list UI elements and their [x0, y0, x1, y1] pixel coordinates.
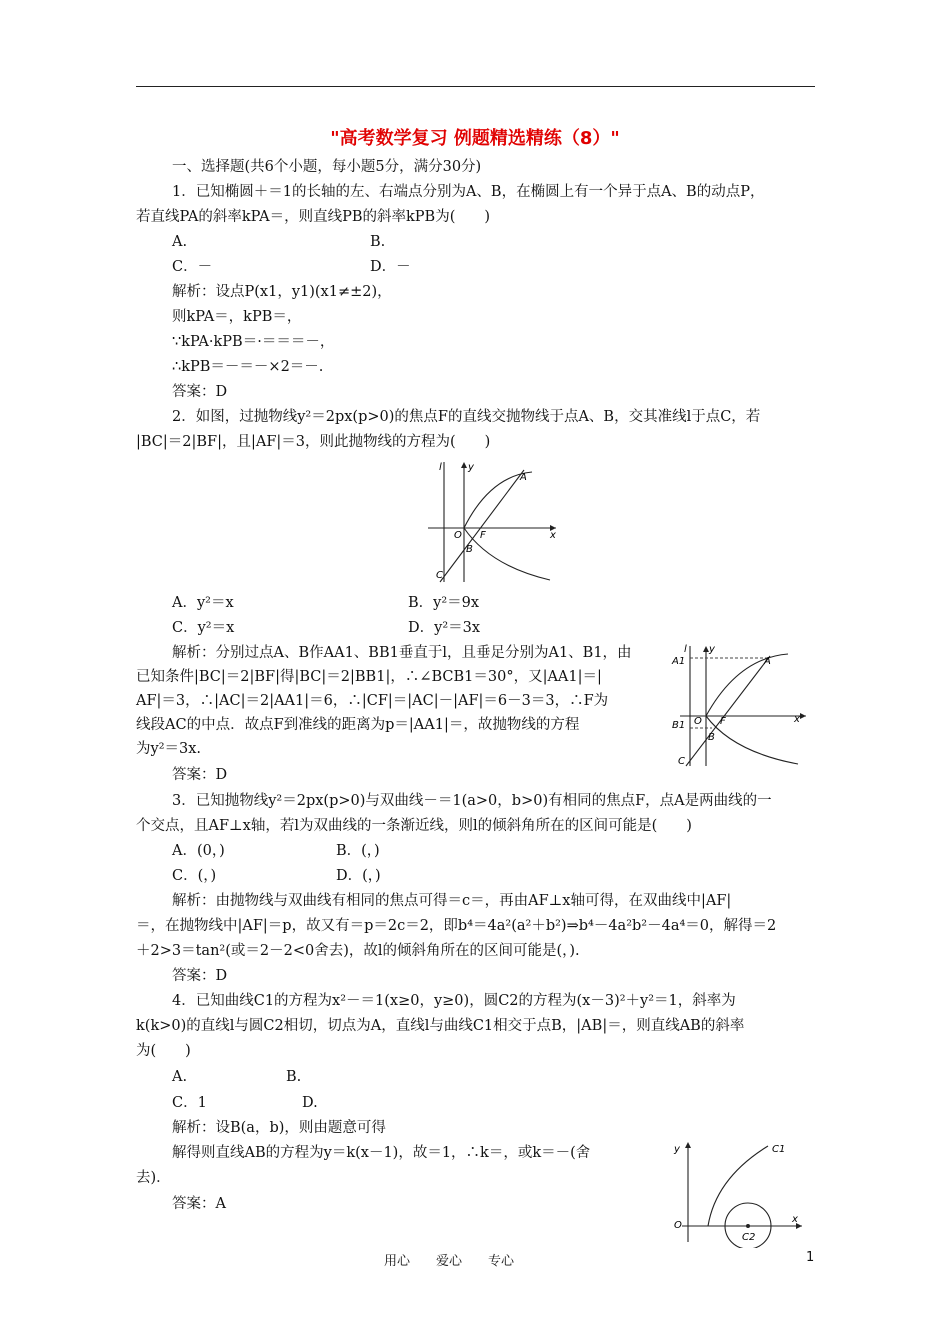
q1-option-d: D．－ — [370, 259, 411, 275]
label-b: B — [466, 544, 473, 555]
q4-solution-line1: 解析：设B(a，b)，则由题意可得 — [172, 1120, 386, 1136]
label-b: B — [708, 732, 715, 743]
q3-option-c: C．(，) — [172, 868, 217, 884]
curve-circle-figure — [668, 1138, 808, 1248]
q4-stem-line1: 4．已知曲线C1的方程为x²－＝1(x≥0，y≥0)，圆C2的方程为(x－3)²＋y²＝1，斜率为 — [172, 993, 736, 1009]
parabola-curve — [706, 654, 798, 764]
section-heading: 一、选择题(共6个小题，每小题5分，满分30分) — [172, 159, 482, 175]
q2-option-c: C．y²＝x — [172, 620, 235, 636]
q4-option-b: B. — [286, 1069, 302, 1085]
q1-option-a: A. — [172, 234, 188, 250]
label-c2: C2 — [742, 1232, 756, 1243]
label-x: x — [792, 1214, 798, 1225]
label-o: O — [694, 716, 702, 727]
label-l: l — [684, 644, 687, 655]
q3-option-a: A．(0，) — [172, 843, 225, 859]
label-a1: A1 — [672, 656, 686, 667]
label-l: l — [439, 462, 442, 473]
q2-solution-line1: 解析：分别过点A、B作AA1、BB1垂直于l，且垂足分别为A1、B1，由 — [172, 645, 632, 661]
footer-motto: 用心 爱心 专心 — [384, 1254, 515, 1269]
q2-solution-line2: 已知条件|BC|＝2|BF|得|BC|＝2|BB1|，∴∠BCB1＝30°，又|AA1|＝| — [136, 669, 602, 685]
label-o: O — [674, 1220, 682, 1231]
q2-stem-line2: |BC|＝2|BF|，且|AF|＝3，则此抛物线的方程为( ) — [136, 434, 491, 450]
label-f: F — [480, 530, 486, 541]
q2-solution-line5: 为y²＝3x. — [136, 741, 202, 757]
label-c: C — [678, 756, 685, 767]
q1-solution-line3: ∵kPA·kPB＝·＝＝＝－， — [172, 334, 335, 350]
circle-center-dot — [746, 1224, 750, 1228]
q4-solution-line3: 去)． — [136, 1170, 171, 1186]
q4-stem-line2: k(k>0)的直线l与圆C2相切，切点为A，直线l与曲线C1相交于点B，|AB|＝，则直线AB的斜率 — [136, 1018, 745, 1034]
q4-solution-line2: 解得则直线AB的方程为y＝k(x－1)，故＝1，∴k＝，或k＝－(舍 — [172, 1145, 591, 1161]
parabola-curve — [464, 472, 550, 580]
q2-solution-line4: 线段AC的中点．故点F到准线的距离为p＝|AA1|＝，故抛物线的方程 — [136, 717, 580, 733]
q1-option-c: C．－ — [172, 259, 213, 275]
label-y: y — [674, 1144, 680, 1155]
q2-option-d: D．y²＝3x — [408, 620, 481, 636]
label-x: x — [794, 714, 800, 725]
q1-solution-line2: 则kPA＝，kPB＝， — [172, 309, 302, 325]
label-c1: C1 — [772, 1144, 786, 1155]
q3-solution-line3: ＋2>3＝tan²(或＝2－2<0舍去)，故l的倾斜角所在的区间可能是(，). — [136, 943, 580, 959]
q3-answer: 答案：D — [172, 968, 228, 984]
q3-option-d: D．(，) — [336, 868, 381, 884]
label-y: y — [468, 462, 474, 473]
label-a: A — [520, 472, 527, 483]
focal-chord-line — [686, 656, 770, 766]
label-x: x — [550, 530, 556, 541]
q2-option-b: B．y²＝9x — [408, 595, 480, 611]
q2-stem-line1: 2．如图，过抛物线y²＝2px(p>0)的焦点F的直线交抛物线于点A、B，交其准线l于点C，若 — [172, 409, 761, 425]
q4-option-d: D. — [302, 1095, 318, 1111]
page-number: 1 — [806, 1250, 815, 1265]
q1-solution-line1: 解析：设点P(x1，y1)(x1≠±2)， — [172, 284, 392, 300]
label-a: A — [764, 656, 771, 667]
page-title: "高考数学复习 例题精选精练（8）" — [330, 128, 620, 149]
label-f: F — [720, 716, 726, 727]
q4-stem-line3: 为( ) — [136, 1043, 191, 1059]
q2-answer: 答案：D — [172, 767, 228, 783]
label-y: y — [709, 644, 715, 655]
focal-chord-line — [440, 470, 524, 582]
q3-stem-line1: 3．已知抛物线y²＝2px(p>0)与双曲线－＝1(a>0，b>0)有相同的焦点F，点A是两曲线的一 — [172, 793, 772, 809]
parabola-figure-2 — [668, 640, 808, 768]
q3-option-b: B．(，) — [336, 843, 380, 859]
parabola-figure-1 — [420, 456, 560, 584]
q2-solution-line3: AF|＝3，∴|AC|＝2|AA1|＝6，∴|CF|＝|AC|－|AF|＝6－3＝3，∴F为 — [136, 693, 609, 709]
y-arrow-icon — [685, 1142, 691, 1148]
curve-c1 — [708, 1146, 768, 1226]
label-b1: B1 — [672, 720, 686, 731]
y-arrow-icon — [461, 462, 467, 468]
x-arrow-icon — [800, 713, 806, 719]
q1-answer: 答案：D — [172, 384, 228, 400]
q2-option-a: A．y²＝x — [172, 595, 234, 611]
q3-solution-line2: ＝，在抛物线中|AF|＝p，故又有＝p＝2c＝2，即b⁴＝4a²(a²＋b²)⇒b⁴－4a²b²－4a⁴＝0，解得＝2 — [136, 918, 777, 934]
q1-stem-line2: 若直线PA的斜率kPA＝，则直线PB的斜率kPB为( ) — [136, 209, 491, 225]
q1-option-b: B. — [370, 234, 386, 250]
label-o: O — [454, 530, 462, 541]
header-rule — [136, 86, 815, 87]
q1-solution-line4: ∴kPB＝－＝－×2＝－. — [172, 359, 324, 375]
q4-option-c: C．1 — [172, 1095, 207, 1111]
q4-answer: 答案：A — [172, 1196, 226, 1212]
q3-stem-line2: 个交点，且AF⊥x轴，若l为双曲线的一条渐近线，则l的倾斜角所在的区间可能是( ) — [136, 818, 692, 834]
label-c: C — [436, 570, 443, 581]
q1-stem-line1: 1．已知椭圆＋＝1的长轴的左、右端点分别为A、B，在椭圆上有一个异于点A、B的动点P， — [172, 184, 765, 200]
q4-option-a: A. — [172, 1069, 188, 1085]
q3-solution-line1: 解析：由抛物线与双曲线有相同的焦点可得＝c＝，再由AF⊥x轴可得，在双曲线中|AF| — [172, 893, 732, 909]
